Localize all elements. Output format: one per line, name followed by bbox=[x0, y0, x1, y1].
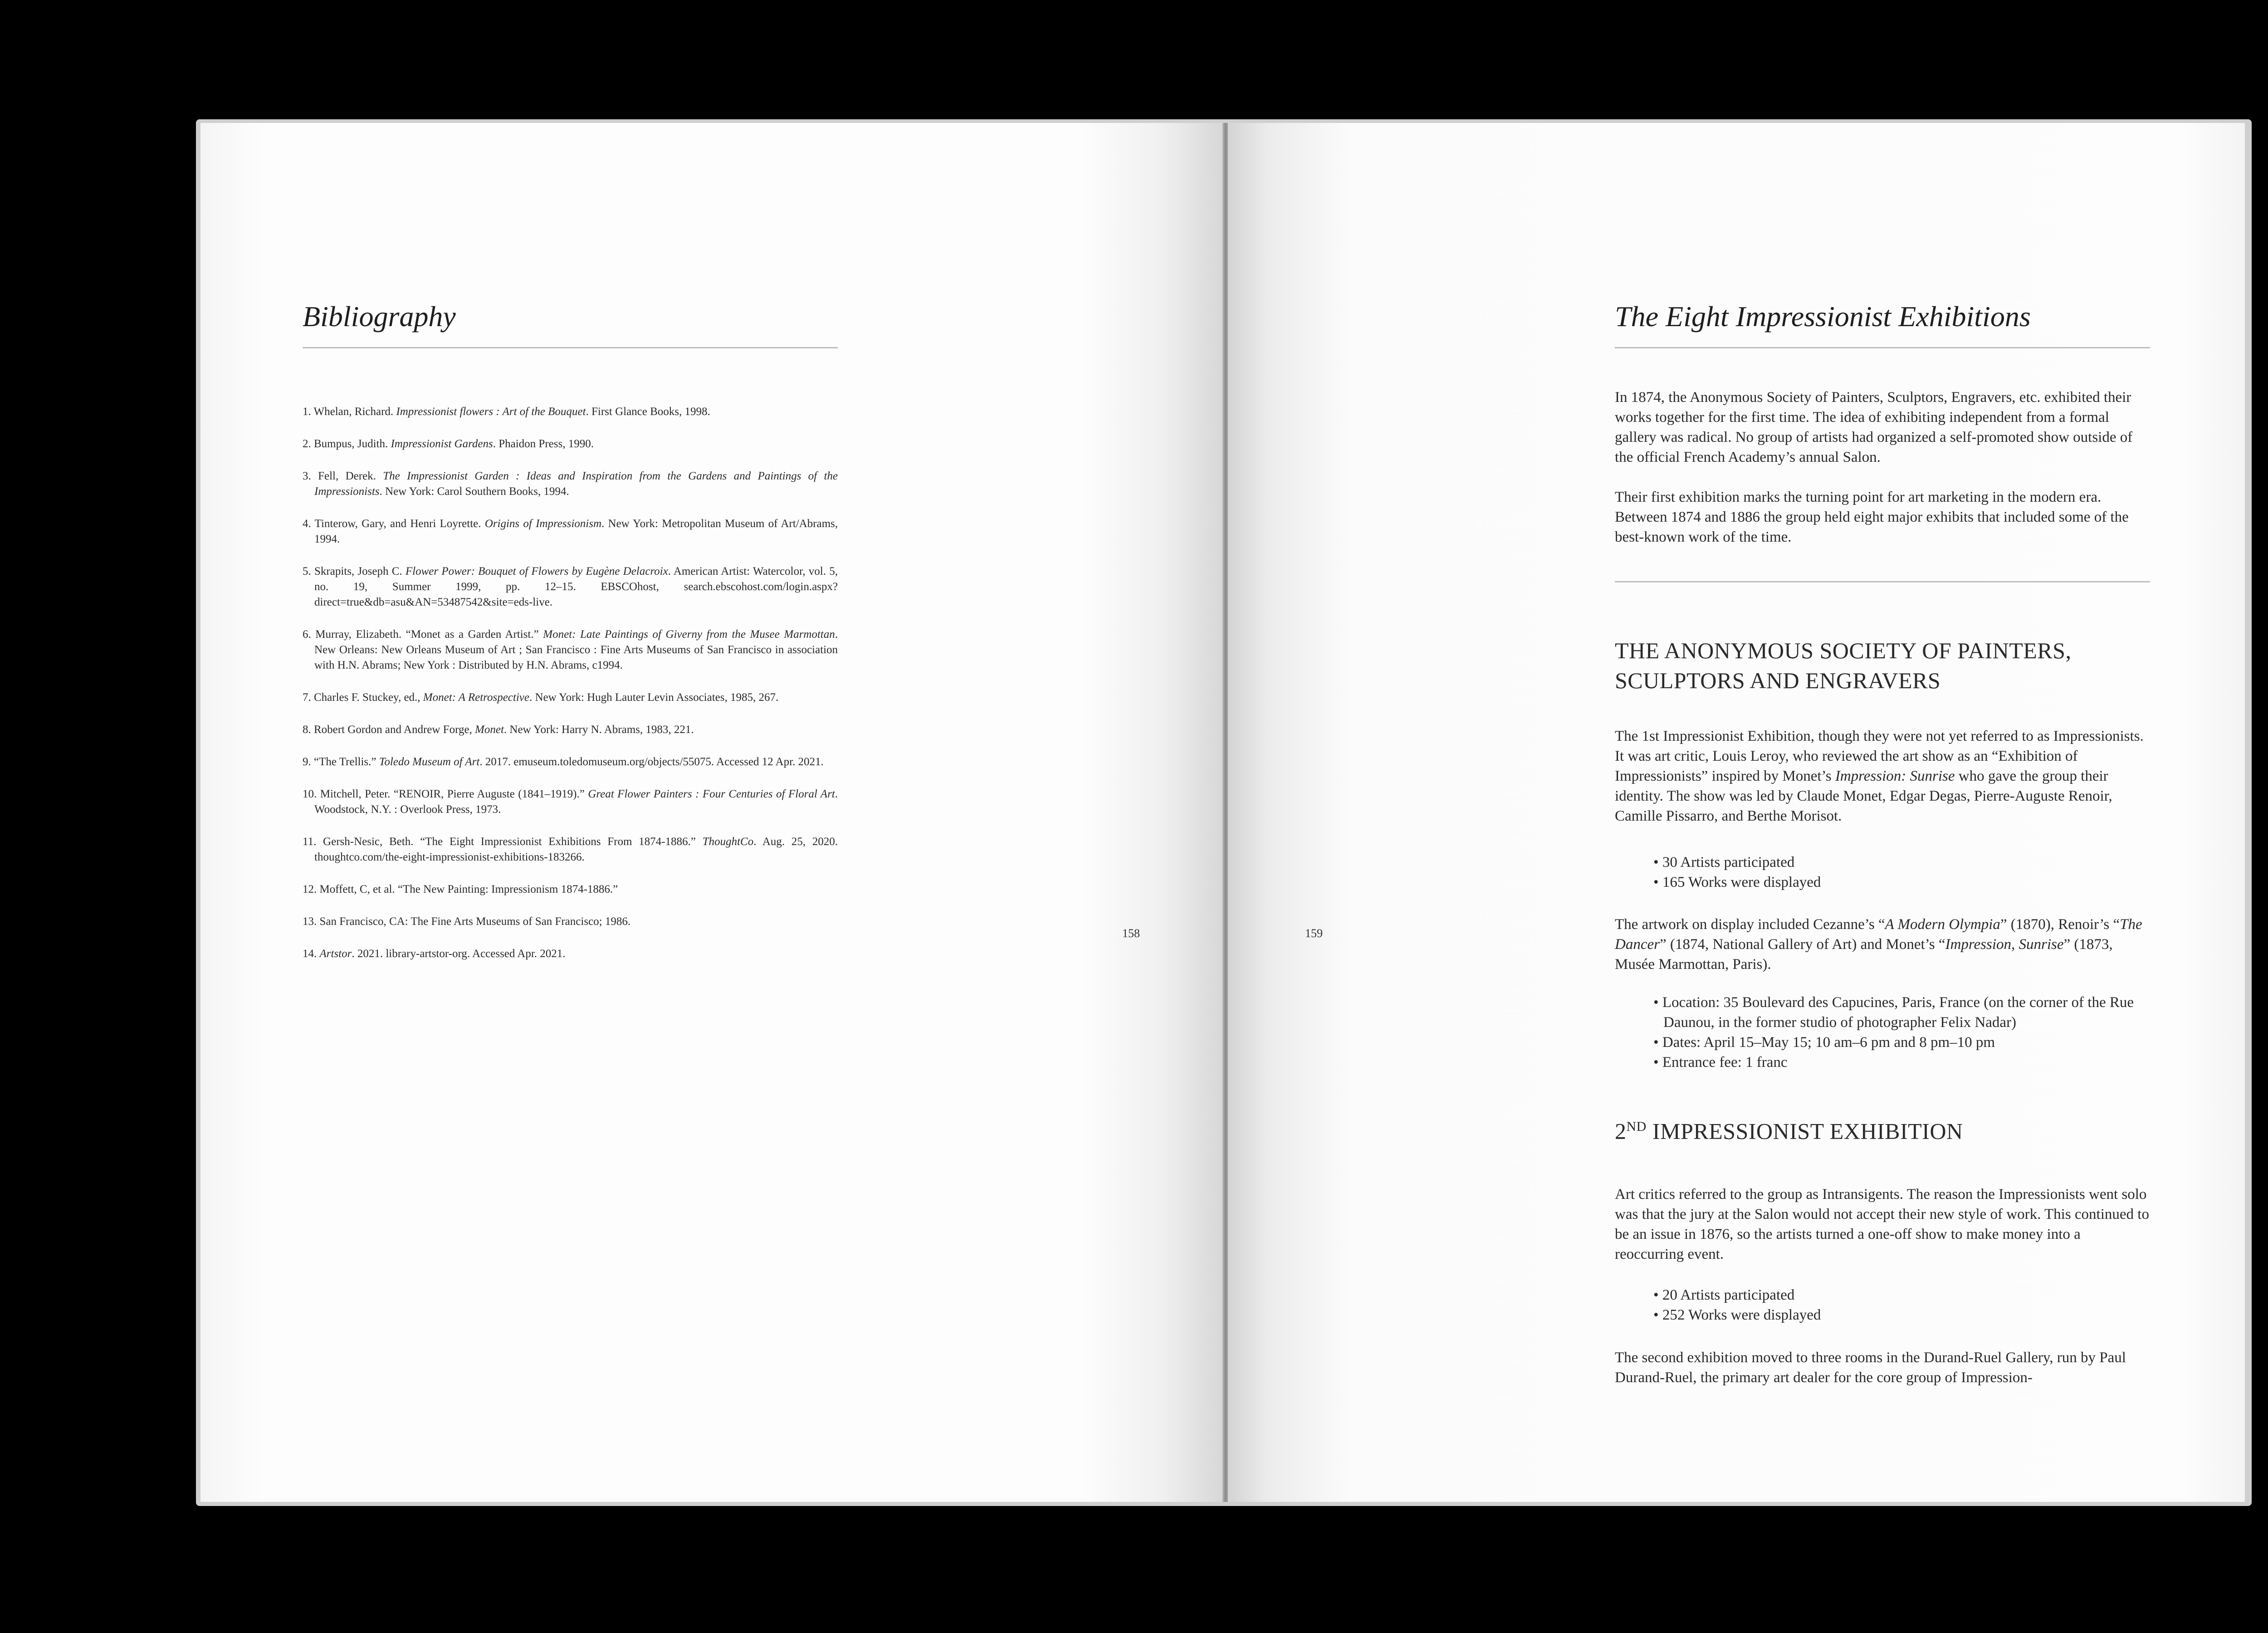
text-run: 7. Charles F. Stuckey, ed., bbox=[303, 691, 423, 704]
title-rule bbox=[303, 347, 838, 348]
text-run: 5. Skrapits, Joseph C. bbox=[303, 565, 406, 577]
left-page bbox=[200, 123, 1223, 1502]
text-run: . Woodstock, N.Y. : Overlook Press, 1973. bbox=[314, 788, 838, 816]
list-item: • Location: 35 Boulevard des Capucines, Paris, France (on the corner of the Rue Daunou, in the former studio of photographer Felix Nadar) bbox=[1653, 993, 2150, 1032]
italic-text: The Dancer bbox=[1615, 916, 2142, 953]
text-run: ” (1874, National Gallery of Art) and Monet’s “ bbox=[1659, 936, 1945, 953]
text-run: The 1st Impressionist Exhibition, though they were not yet referred to as Impressionists. It was art critic, Louis Leroy, who reviewed the art show as an “Exhibition of Impressionists” inspired by Monet’s bbox=[1615, 728, 2144, 784]
section-2-paragraph-1: Art critics referred to the group as Intransigents. The reason the Impressionists went solo was that the jury at the Salon would not accept their new style of work. This continued to be an issue in 1876, so the artists turned a one-off show to make money into a reoccurring event. bbox=[1615, 1186, 2149, 1262]
bibliography-entry bbox=[303, 834, 838, 865]
bibliography-list bbox=[303, 404, 838, 978]
text-run: 13. San Francisco, CA: The Fine Arts Museums of San Francisco; 1986. bbox=[303, 915, 631, 928]
title-rule bbox=[1615, 347, 2150, 348]
text-run: 6. Murray, Elizabeth. “Monet as a Garden Artist.” bbox=[303, 628, 543, 640]
exhibitions-title: The Eight Impressionist Exhibitions bbox=[1615, 300, 2031, 332]
text-run: 1. Whelan, Richard. bbox=[303, 406, 396, 418]
italic-text: ThoughtCo bbox=[702, 836, 754, 848]
section-2-stats-list bbox=[1653, 1285, 2143, 1325]
bibliography-title: Bibliography bbox=[303, 300, 456, 332]
section-1-paragraph-1 bbox=[1615, 726, 2150, 826]
bibliography-entry bbox=[303, 690, 838, 705]
text-run: 2. Bumpus, Judith. bbox=[303, 438, 391, 450]
list-item: • 20 Artists participated bbox=[1653, 1285, 2143, 1305]
bibliography-entry bbox=[303, 722, 838, 738]
bibliography-entry bbox=[303, 787, 838, 817]
heading-text: IMPRESSIONIST EXHIBITION bbox=[1646, 1118, 1963, 1144]
list-item: • Entrance fee: 1 franc bbox=[1653, 1052, 2150, 1072]
italic-text: Monet: Late Paintings of Giverny from the Musee Marmottan bbox=[543, 628, 835, 640]
text-run: 14. bbox=[303, 948, 320, 960]
italic-text: Impression: Sunrise bbox=[1835, 768, 1955, 784]
italic-text: Origins of Impressionism bbox=[484, 518, 601, 530]
bibliography-entry bbox=[303, 882, 838, 897]
intro-paragraph-1: In 1874, the Anonymous Society of Painters, Sculptors, Engravers, etc. exhibited their works together for the first time. The idea of exhibiting independent from a formal gallery was radical. No group of artists had organized a self-promoted show outside of the official French Academy’s annual Salon. bbox=[1615, 389, 2133, 465]
text-run: 8. Robert Gordon and Andrew Forge, bbox=[303, 724, 475, 736]
bibliography-entry bbox=[303, 404, 838, 420]
italic-text: Artstor bbox=[319, 948, 352, 960]
text-run: . New York: Hugh Lauter Levin Associates, 1985, 267. bbox=[529, 691, 779, 704]
section-heading-2 bbox=[1615, 1112, 2150, 1146]
open-book bbox=[196, 119, 2252, 1506]
bibliography-entry bbox=[303, 469, 838, 499]
italic-text: A Modern Olympia bbox=[1885, 916, 2000, 933]
italic-text: Monet bbox=[475, 724, 504, 736]
text-run: 3. Fell, Derek. bbox=[303, 470, 383, 482]
section-1-stats-list bbox=[1653, 852, 2143, 892]
text-run: . Phaidon Press, 1990. bbox=[493, 438, 594, 450]
italic-text: Impressionist flowers : Art of the Bouquet bbox=[396, 406, 586, 418]
text-run: . New York: Metropolitan Museum of Art/Abrams, 1994. bbox=[314, 518, 838, 545]
text-run: . New Orleans: New Orleans Museum of Art ; San Francisco : Fine Arts Museums of San Francisco in association with H.N. Abrams; New York : Distributed by H.N. Abrams, c1994. bbox=[314, 628, 838, 671]
page-number-left: 158 bbox=[1122, 927, 1140, 940]
text-run: 10. Mitchell, Peter. “RENOIR, Pierre Auguste (1841–1919).” bbox=[303, 788, 588, 800]
section-1-details-list bbox=[1653, 993, 2150, 1072]
text-run: . Aug. 25, 2020. thoughtco.com/the-eight-impressionist-exhibitions-183266. bbox=[314, 836, 838, 863]
heading-ordinal-suffix: ND bbox=[1626, 1119, 1647, 1134]
italic-text: Toledo Museum of Art bbox=[379, 756, 480, 768]
list-item: • 165 Works were displayed bbox=[1653, 872, 2143, 892]
text-run: . New York: Harry N. Abrams, 1983, 221. bbox=[503, 724, 694, 736]
list-item: • 252 Works were displayed bbox=[1653, 1305, 2143, 1325]
bibliography-entry bbox=[303, 914, 838, 929]
page-number-right: 159 bbox=[1305, 927, 1323, 940]
italic-text: Flower Power: Bouquet of Flowers by Eugène Delacroix bbox=[405, 565, 668, 577]
section-heading-1: THE ANONYMOUS SOCIETY OF PAINTERS, SCULPTORS AND ENGRAVERS bbox=[1615, 638, 2072, 693]
italic-text: Impressionist Gardens bbox=[391, 438, 493, 450]
italic-text: The Impressionist Garden : Ideas and Inspiration from the Gardens and Paintings of the Impressionists bbox=[314, 470, 838, 498]
text-run: who gave the group their identity. The show was led by Claude Monet, Edgar Degas, Pierre-Auguste Renoir, Camille Pissarro, and Berthe Morisot. bbox=[1615, 768, 2112, 824]
bibliography-entry bbox=[303, 946, 838, 962]
section-2-paragraph-2: The second exhibition moved to three rooms in the Durand-Ruel Gallery, run by Paul Durand-Ruel, the primary art dealer for the core group of Impression- bbox=[1615, 1349, 2126, 1386]
bibliography-entry bbox=[303, 754, 838, 770]
text-run: ” (1873, Musée Marmottan, Paris). bbox=[1615, 936, 2113, 973]
bibliography-entry bbox=[303, 516, 838, 547]
list-item: • 30 Artists participated bbox=[1653, 852, 2143, 872]
text-run: . 2017. emuseum.toledomuseum.org/objects/55075. Accessed 12 Apr. 2021. bbox=[479, 756, 824, 768]
text-run: . American Artist: Watercolor, vol. 5, no. 19, Summer 1999, pp. 12–15. EBSCOhost, search.ebscohost.com/login.aspx?direct=true&db=asu&AN=53487542&site=eds-live. bbox=[314, 565, 838, 608]
bibliography-entry bbox=[303, 627, 838, 673]
text-run: 11. Gersh-Nesic, Beth. “The Eight Impressionist Exhibitions From 1874-1886.” bbox=[303, 836, 703, 848]
italic-text: Impression, Sunrise bbox=[1945, 936, 2064, 953]
heading-ordinal-number: 2 bbox=[1615, 1118, 1627, 1144]
text-run: . 2021. library-artstor-org. Accessed Apr. 2021. bbox=[352, 948, 566, 960]
text-run: . First Glance Books, 1998. bbox=[586, 406, 710, 418]
text-run: 9. “The Trellis.” bbox=[303, 756, 379, 768]
bibliography-entry bbox=[303, 564, 838, 610]
list-item: • Dates: April 15–May 15; 10 am–6 pm and 8 pm–10 pm bbox=[1653, 1032, 2150, 1052]
text-run: 4. Tinterow, Gary, and Henri Loyrette. bbox=[303, 518, 485, 530]
text-run: The artwork on display included Cezanne’s “ bbox=[1615, 916, 1885, 933]
right-page bbox=[1228, 123, 2245, 1502]
italic-text: Great Flower Painters : Four Centuries of Floral Art bbox=[588, 788, 835, 800]
section-rule bbox=[1615, 581, 2150, 582]
text-run: ” (1870), Renoir’s “ bbox=[2000, 916, 2120, 933]
section-1-paragraph-2 bbox=[1615, 914, 2150, 974]
bibliography-entry bbox=[303, 436, 838, 452]
italic-text: Monet: A Retrospective bbox=[423, 691, 529, 704]
text-run: . New York: Carol Southern Books, 1994. bbox=[379, 485, 569, 498]
text-run: 12. Moffett, C, et al. “The New Painting: Impressionism 1874-1886.” bbox=[303, 883, 618, 895]
intro-paragraph-2: Their first exhibition marks the turning point for art marketing in the modern era. Between 1874 and 1886 the group held eight major exhibits that included some of the best-known work of the time. bbox=[1615, 489, 2129, 545]
